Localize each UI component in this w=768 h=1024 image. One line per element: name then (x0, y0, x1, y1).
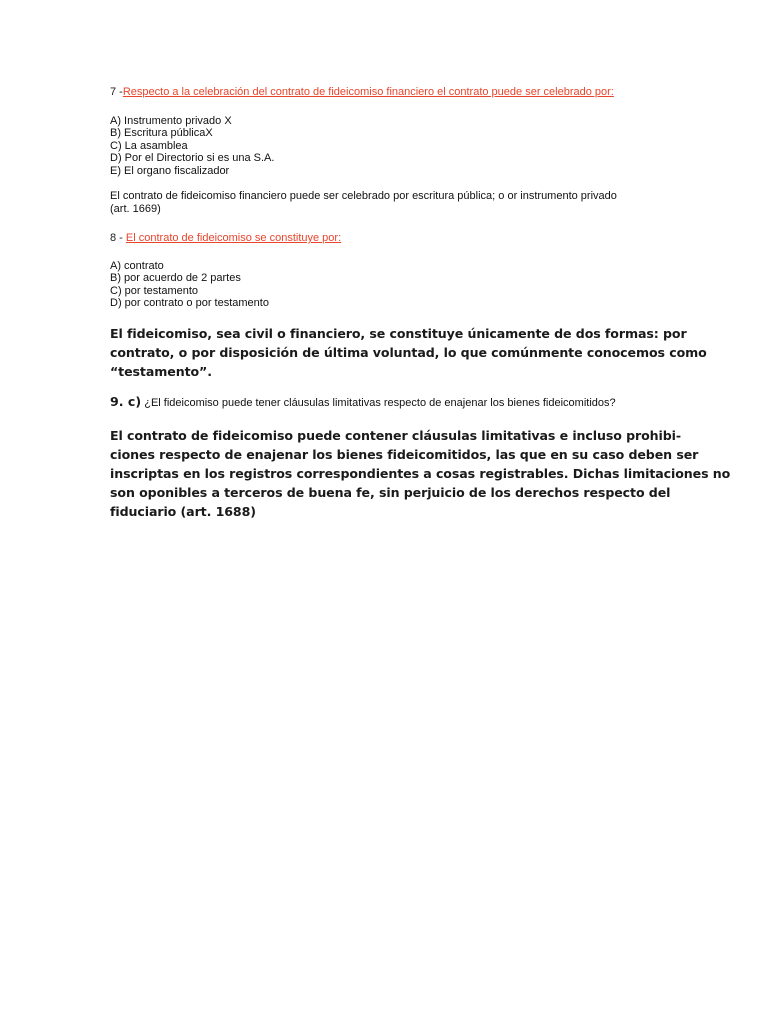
explanation-line: inscriptas en los registros correspondientes a cosas registrables. Dichas limitaciones no (110, 465, 731, 481)
question-9-prompt: ¿El fideicomiso puede tener cláusulas limitativas respecto de enajenar los bienes fideicomitidos? (144, 396, 616, 409)
explanation-line: El fideicomiso, sea civil o financiero, se constituye únicamente de dos formas: por (110, 325, 687, 341)
explanation-line: El contrato de fideicomiso puede contener cláusulas limitativas e incluso prohibi- (110, 427, 682, 443)
question-7 (110, 86, 670, 99)
explanation-line: El contrato de fideicomiso financiero puede ser celebrado por escritura pública; o or instrumento privado (110, 190, 617, 202)
option-item: C) La asamblea (110, 139, 188, 152)
option-item: B) por acuerdo de 2 partes (110, 272, 241, 284)
document-page (110, 84, 731, 521)
option-item: D) por contrato o por testamento (110, 297, 269, 309)
option-item: E) El organo fiscalizador (110, 164, 230, 177)
question-7-number: 7 - (110, 86, 123, 98)
explanation-line: son oponibles a terceros de buena fe, sin perjuicio de los derechos respecto del (110, 484, 671, 500)
option-item: D) Por el Directorio si es una S.A. (110, 152, 275, 164)
question-7-prompt: Respecto a la celebración del contrato de fideicomiso financiero el contrato puede ser celebrado por: (122, 86, 614, 98)
option-item: A) contrato (110, 259, 164, 272)
explanation-line: ciones respecto de enajenar los bienes fideicomitidos, las que en su caso deben ser (110, 446, 699, 462)
option-item: B) Escritura públicaX (110, 127, 213, 139)
explanation-line: fiduciario (art. 1688) (110, 503, 256, 519)
question-8-prompt: El contrato de fideicomiso se constituye por: (125, 232, 342, 244)
explanation-line: contrato, o por disposición de última voluntad, lo que comúnmente conocemos como (110, 344, 707, 360)
question-9 (110, 394, 670, 411)
question-8-number: 8 - (110, 232, 126, 244)
explanation-line: (art. 1669) (110, 202, 161, 215)
question-8 (110, 232, 670, 245)
option-item: A) Instrumento privado X (110, 114, 232, 127)
question-8-explanation (110, 324, 707, 381)
question-8-options (110, 260, 670, 310)
question-7-options (110, 115, 670, 178)
explanation-line: “testamento”. (110, 363, 212, 379)
question-7-explanation (110, 190, 670, 215)
question-9-explanation (110, 426, 731, 521)
question-9-number: 9. c) (110, 393, 142, 409)
option-item: C) por testamento (110, 284, 199, 297)
